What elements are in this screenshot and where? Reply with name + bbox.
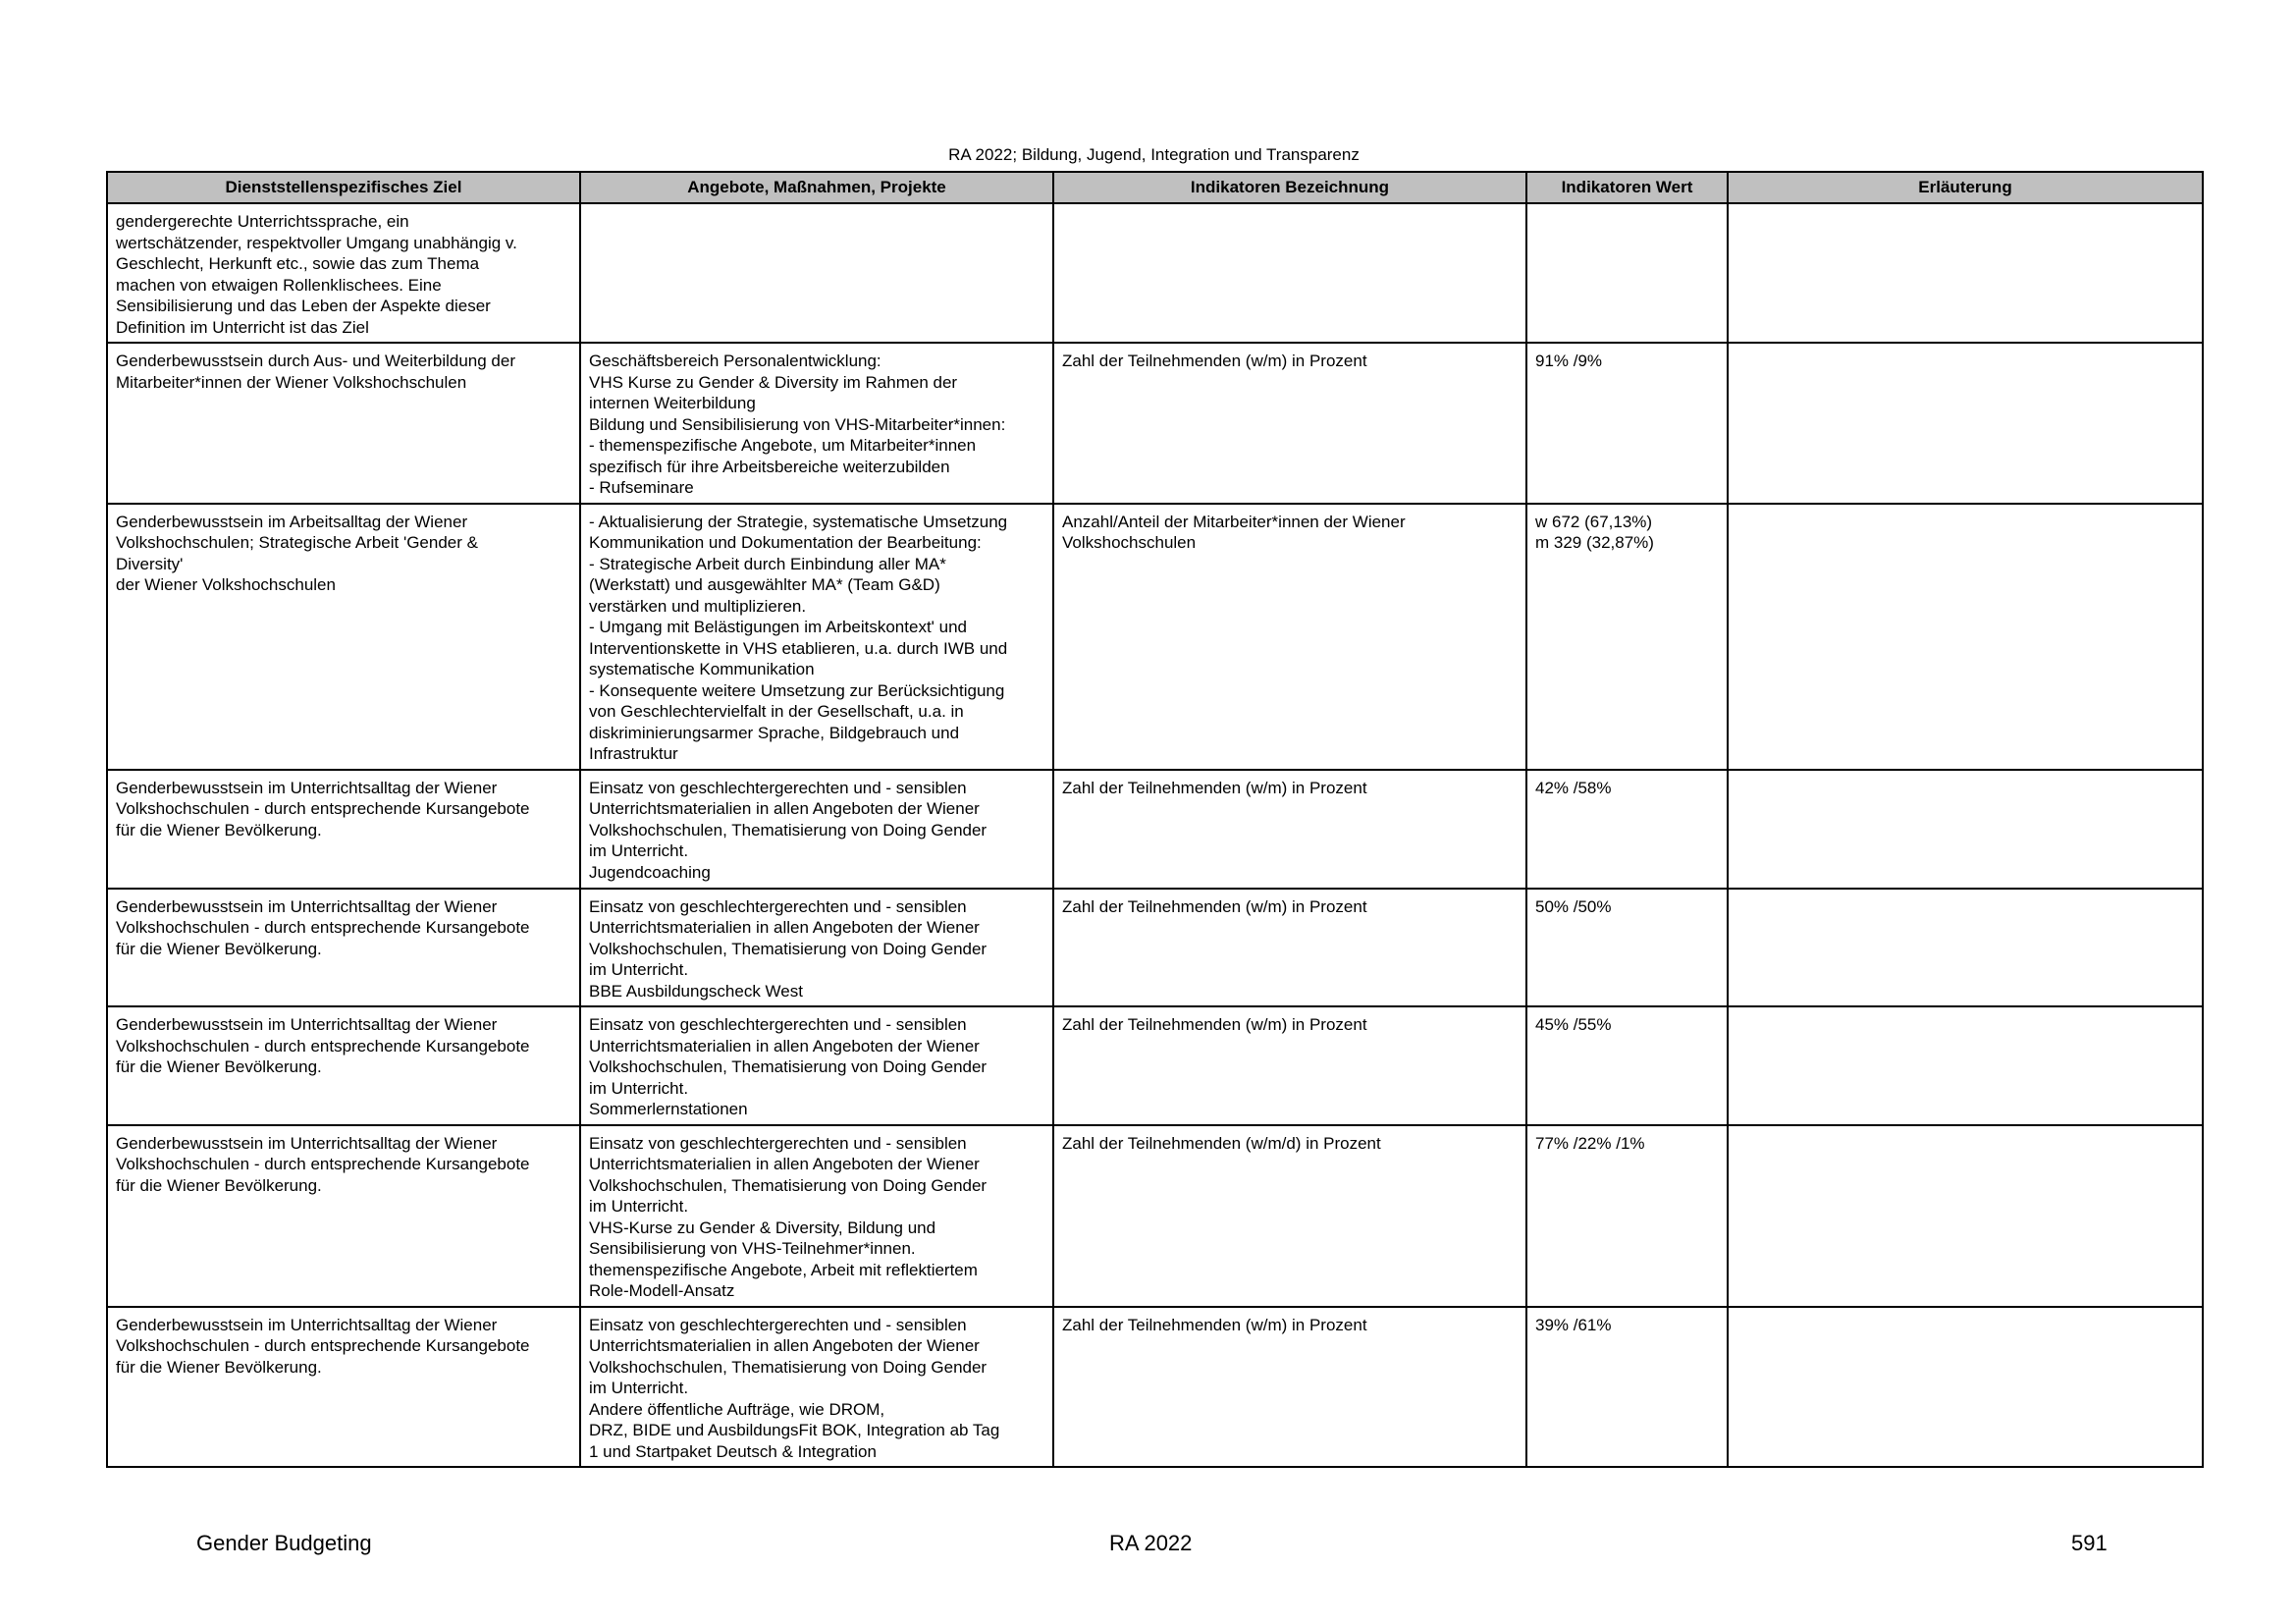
cell-angebote: Einsatz von geschlechtergerechten und - sensiblen Unterrichtsmaterialien in allen Angeboten der Wiener Volkshochschulen, Thematisierung von Doing Gender im Unterricht. Andere öffentliche Aufträge, wie DROM, DRZ, BIDE und AusbildungsFit BOK, Integration ab Tag 1 und Startpaket Deutsch & Integration	[580, 1307, 1053, 1468]
table-row	[107, 1006, 2203, 1125]
cell-erlaeuterung	[1728, 1307, 2203, 1468]
table-row	[107, 889, 2203, 1007]
cell-angebote: Einsatz von geschlechtergerechten und - sensiblen Unterrichtsmaterialien in allen Angeboten der Wiener Volkshochschulen, Thematisierung von Doing Gender im Unterricht. BBE Ausbildungscheck West	[580, 889, 1053, 1007]
cell-ziel: Genderbewusstsein im Unterrichtsalltag der Wiener Volkshochschulen - durch entsprechende Kursangebote für die Wiener Bevölkerung.	[107, 1006, 580, 1125]
cell-angebote: - Aktualisierung der Strategie, systematische Umsetzung Kommunikation und Dokumentation der Bearbeitung: - Strategische Arbeit durch Einbindung aller MA* (Werkstatt) und ausgewählter MA* (Team G&D) verstärken und multiplizieren. - Umgang mit Belästigungen im Arbeitskontext' und Interventionskette in VHS etablieren, u.a. durch IWB und systematische Kommunikation - Konsequente weitere Umsetzung zur Berücksichtigung von Geschlechtervielfalt in der Gesellschaft, u.a. in diskriminierungsarmer Sprache, Bildgebrauch und Infrastruktur	[580, 504, 1053, 770]
table-header-row	[107, 172, 2203, 203]
cell-wert: 45% /55%	[1526, 1006, 1728, 1125]
cell-indikator: Zahl der Teilnehmenden (w/m) in Prozent	[1053, 1006, 1526, 1125]
cell-erlaeuterung	[1728, 504, 2203, 770]
cell-angebote: Geschäftsbereich Personalentwicklung: VHS Kurse zu Gender & Diversity im Rahmen der internen Weiterbildung Bildung und Sensibilisierung von VHS-Mitarbeiter*innen: - themenspezifische Angebote, um Mitarbeiter*innen spezifisch für ihre Arbeitsbereiche weiterzubilden - Rufseminare	[580, 343, 1053, 504]
footer-title: Gender Budgeting	[196, 1531, 372, 1555]
cell-wert: w 672 (67,13%) m 329 (32,87%)	[1526, 504, 1728, 770]
cell-erlaeuterung	[1728, 1125, 2203, 1307]
table-row	[107, 1125, 2203, 1307]
cell-wert: 39% /61%	[1526, 1307, 1728, 1468]
cell-ziel: gendergerechte Unterrichtssprache, ein wertschätzender, respektvoller Umgang unabhängig v. Geschlecht, Herkunft etc., sowie das zum Thema machen von etwaigen Rollenklischees. Eine Sensibilisierung und das Leben der Aspekte dieser Definition im Unterricht ist das Ziel	[107, 203, 580, 343]
footer-report: RA 2022	[1109, 1531, 1193, 1555]
cell-ziel: Genderbewusstsein im Unterrichtsalltag der Wiener Volkshochschulen - durch entsprechende Kursangebote für die Wiener Bevölkerung.	[107, 770, 580, 889]
column-header-indikator: Indikatoren Bezeichnung	[1053, 172, 1526, 203]
table-row	[107, 1307, 2203, 1468]
cell-wert	[1526, 203, 1728, 343]
cell-indikator: Zahl der Teilnehmenden (w/m) in Prozent	[1053, 1307, 1526, 1468]
cell-wert: 77% /22% /1%	[1526, 1125, 1728, 1307]
cell-ziel: Genderbewusstsein durch Aus- und Weiterbildung der Mitarbeiter*innen der Wiener Volkshochschulen	[107, 343, 580, 504]
cell-angebote: Einsatz von geschlechtergerechten und - sensiblen Unterrichtsmaterialien in allen Angeboten der Wiener Volkshochschulen, Thematisierung von Doing Gender im Unterricht. Jugendcoaching	[580, 770, 1053, 889]
column-header-erlaeuterung: Erläuterung	[1728, 172, 2203, 203]
cell-wert: 42% /58%	[1526, 770, 1728, 889]
cell-ziel: Genderbewusstsein im Unterrichtsalltag der Wiener Volkshochschulen - durch entsprechende Kursangebote für die Wiener Bevölkerung.	[107, 889, 580, 1007]
cell-erlaeuterung	[1728, 889, 2203, 1007]
cell-erlaeuterung	[1728, 343, 2203, 504]
cell-ziel: Genderbewusstsein im Arbeitsalltag der Wiener Volkshochschulen; Strategische Arbeit 'Gender & Diversity' der Wiener Volkshochschulen	[107, 504, 580, 770]
column-header-ziel: Dienststellenspezifisches Ziel	[107, 172, 580, 203]
column-header-wert: Indikatoren Wert	[1526, 172, 1728, 203]
cell-erlaeuterung	[1728, 203, 2203, 343]
cell-angebote: Einsatz von geschlechtergerechten und - sensiblen Unterrichtsmaterialien in allen Angeboten der Wiener Volkshochschulen, Thematisierung von Doing Gender im Unterricht. VHS-Kurse zu Gender & Diversity, Bildung und Sensibilisierung von VHS-Teilnehmer*innen. themenspezifische Angebote, Arbeit mit reflektiertem Role-Modell-Ansatz	[580, 1125, 1053, 1307]
page-number: 591	[2071, 1531, 2108, 1555]
cell-indikator: Zahl der Teilnehmenden (w/m) in Prozent	[1053, 343, 1526, 504]
cell-wert: 91% /9%	[1526, 343, 1728, 504]
cell-angebote: Einsatz von geschlechtergerechten und - sensiblen Unterrichtsmaterialien in allen Angeboten der Wiener Volkshochschulen, Thematisierung von Doing Gender im Unterricht. Sommerlernstationen	[580, 1006, 1053, 1125]
column-header-angebote: Angebote, Maßnahmen, Projekte	[580, 172, 1053, 203]
cell-angebote	[580, 203, 1053, 343]
cell-indikator	[1053, 203, 1526, 343]
cell-indikator: Anzahl/Anteil der Mitarbeiter*innen der Wiener Volkshochschulen	[1053, 504, 1526, 770]
cell-ziel: Genderbewusstsein im Unterrichtsalltag der Wiener Volkshochschulen - durch entsprechende Kursangebote für die Wiener Bevölkerung.	[107, 1125, 580, 1307]
table-row	[107, 203, 2203, 343]
gender-budgeting-table	[106, 171, 2204, 1468]
table-row	[107, 770, 2203, 889]
cell-ziel: Genderbewusstsein im Unterrichtsalltag der Wiener Volkshochschulen - durch entsprechende Kursangebote für die Wiener Bevölkerung.	[107, 1307, 580, 1468]
cell-erlaeuterung	[1728, 1006, 2203, 1125]
table-row	[107, 504, 2203, 770]
cell-indikator: Zahl der Teilnehmenden (w/m) in Prozent	[1053, 889, 1526, 1007]
cell-erlaeuterung	[1728, 770, 2203, 889]
table-caption: RA 2022; Bildung, Jugend, Integration und Transparenz	[948, 145, 1360, 164]
cell-indikator: Zahl der Teilnehmenden (w/m) in Prozent	[1053, 770, 1526, 889]
cell-indikator: Zahl der Teilnehmenden (w/m/d) in Prozent	[1053, 1125, 1526, 1307]
cell-wert: 50% /50%	[1526, 889, 1728, 1007]
table-row	[107, 343, 2203, 504]
